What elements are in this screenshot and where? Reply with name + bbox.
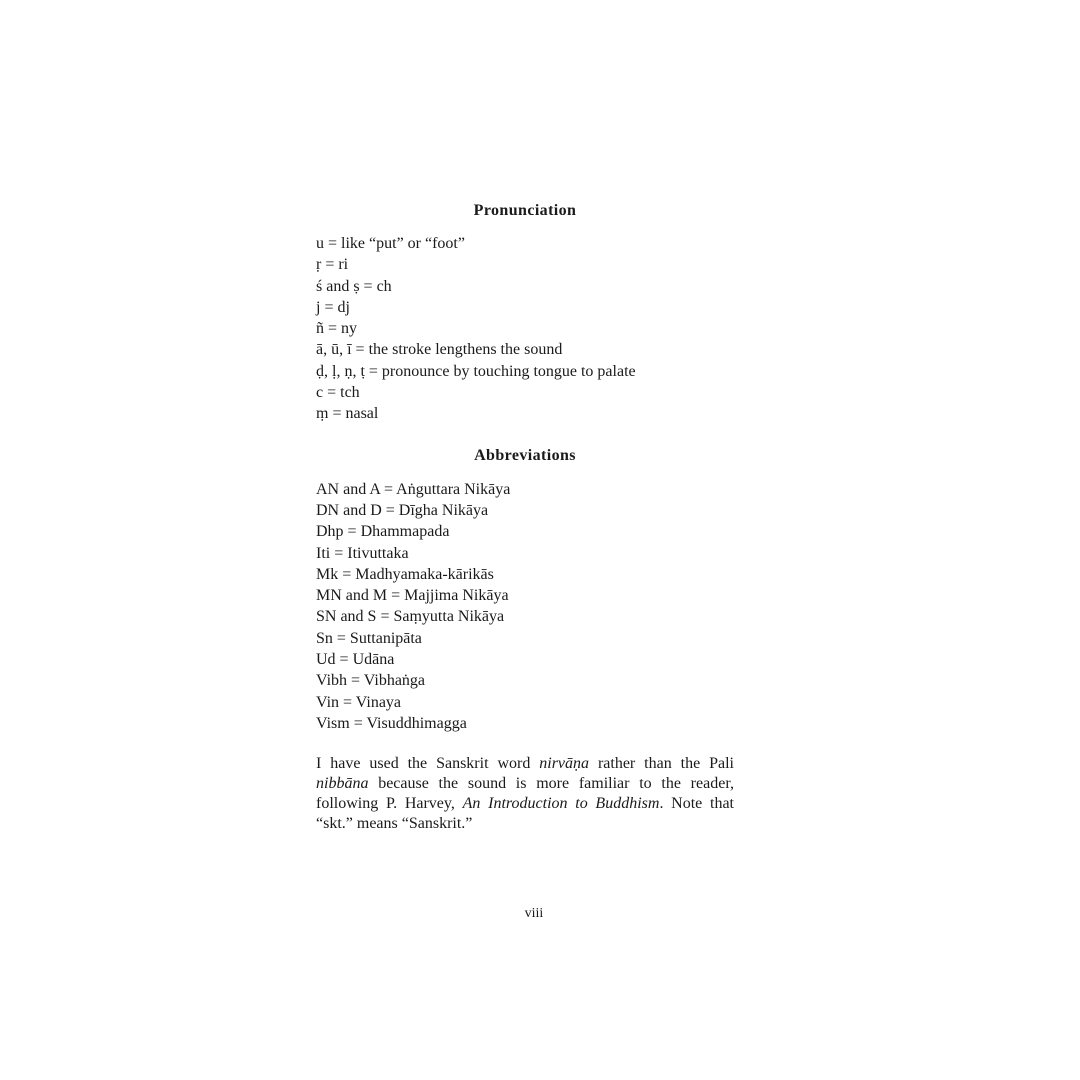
note-term-nirvana: nirvāṇa	[539, 755, 590, 773]
note-text: rather than the Pali	[589, 755, 734, 773]
pronunciation-item: ṛ = ri	[316, 256, 349, 274]
abbreviation-item: Vibh = Vibhaṅga	[316, 672, 426, 690]
pronunciation-heading: Pronunciation	[473, 202, 577, 219]
transliteration-note	[316, 754, 734, 834]
note-book-title: An Introduction to Buddhism	[462, 795, 660, 813]
abbreviation-item: Vin = Vinaya	[316, 693, 402, 711]
abbreviation-item: SN and S = Saṃyutta Nikāya	[316, 608, 505, 626]
abbreviation-item: Iti = Itivuttaka	[316, 544, 409, 562]
pronunciation-item: ā, ū, ī = the stroke lengthens the sound	[316, 341, 563, 359]
abbreviation-item: MN and M = Majjima Nikāya	[316, 587, 509, 605]
note-text: because the sound is more familiar to the reader, following P. Harvey,	[316, 775, 734, 813]
abbreviations-list	[316, 479, 734, 735]
note-text: . Note that “skt.” means “Sanskrit.”	[316, 795, 735, 833]
abbreviation-item: Vism = Visuddhimagga	[316, 714, 467, 732]
abbreviation-item: Dhp = Dhammapada	[316, 523, 450, 541]
pronunciation-item: ñ = ny	[316, 320, 358, 338]
pronunciation-item: ś and ṣ = ch	[316, 277, 392, 295]
abbreviation-item: AN and A = Aṅguttara Nikāya	[316, 480, 511, 498]
abbreviation-item: Sn = Suttanipāta	[316, 629, 422, 647]
abbreviation-item: Mk = Madhyamaka-kārikās	[316, 565, 494, 583]
abbreviation-item: Ud = Udāna	[316, 651, 395, 669]
pronunciation-item: ṃ = nasal	[316, 405, 379, 423]
pronunciation-item: c = tch	[316, 384, 360, 402]
page-content	[316, 200, 734, 834]
pronunciation-list	[316, 233, 734, 425]
abbreviation-item: DN and D = Dīgha Nikāya	[316, 501, 489, 519]
pronunciation-item: j = dj	[316, 298, 350, 316]
note-text: I have used the Sanskrit word	[316, 755, 540, 773]
abbreviations-heading: Abbreviations	[474, 446, 576, 464]
note-term-nibbana: nibbāna	[316, 775, 369, 793]
pronunciation-item: u = like “put” or “foot”	[316, 235, 465, 252]
page-number: viii	[524, 906, 544, 921]
pronunciation-item: ḍ, ḷ, ṇ, ṭ = pronounce by touching tongue to palate	[316, 362, 636, 380]
